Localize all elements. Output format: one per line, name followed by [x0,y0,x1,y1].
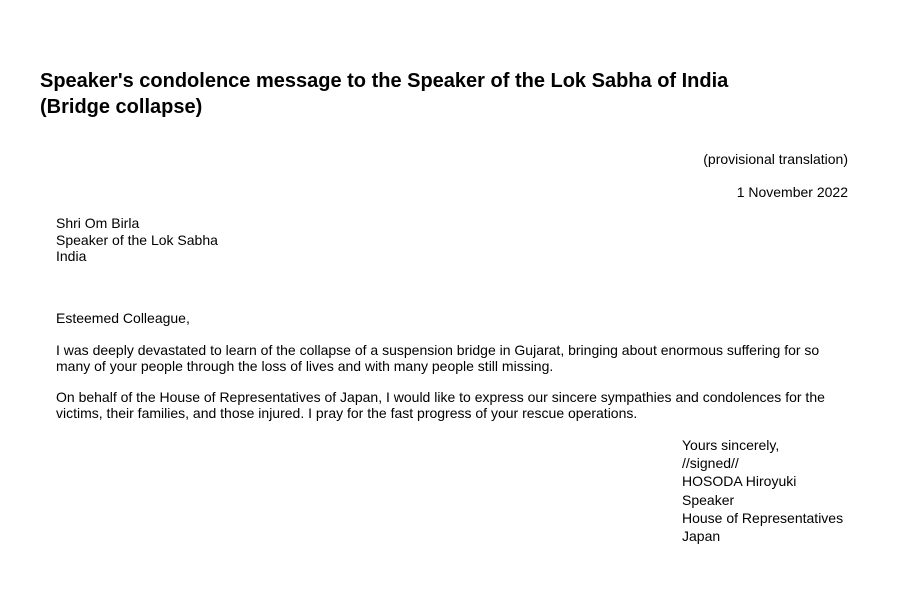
body-paragraph-2: On behalf of the House of Representatives of Japan, I would like to express our sincere sympathies and condolences for the victims, their families, and those injured. I pray for the fast progress of your rescue operations. [56,389,825,421]
salutation: Esteemed Colleague, [56,310,190,326]
closing-block [682,436,843,545]
page-title [40,68,860,120]
letter-date: 1 November 2022 [736,184,848,200]
addressee-block [56,215,218,265]
title-line-1: Speaker's condolence message to the Speaker of the Lok Sabha of India [40,70,729,92]
signatory-name: HOSODA Hiroyuki [682,473,797,490]
addressee-country: India [56,248,87,264]
signatory-title: Speaker [682,491,735,508]
body-paragraph-1: I was deeply devastated to learn of the collapse of a suspension bridge in Gujarat, bringing about enormous suffering for so many of your people through the loss of lives and with many people still missing. [56,342,820,374]
signatory-organization: House of Representatives [682,509,844,526]
addressee-position: Speaker of the Lok Sabha [56,231,218,248]
valediction: Yours sincerely, [682,437,780,453]
translation-note: (provisional translation) [703,151,848,167]
signatory-country: Japan [682,528,721,545]
addressee-name: Shri Om Birla [56,215,140,231]
title-line-2: (Bridge collapse) [40,96,203,118]
signature-mark: //signed// [682,455,739,472]
